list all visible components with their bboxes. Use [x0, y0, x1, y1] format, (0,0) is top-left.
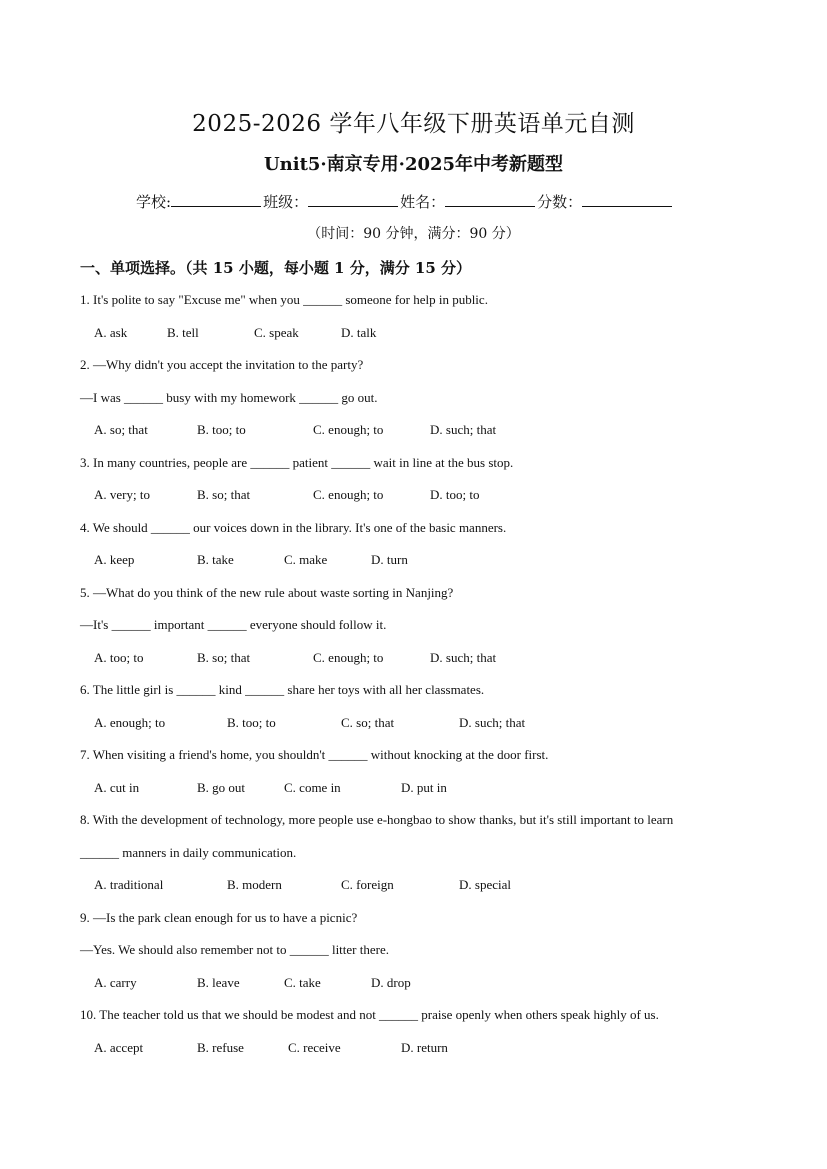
question-9-line: 9. —Is the park clean enough for us to have a picnic?	[80, 909, 358, 925]
option-c[interactable]: C. make	[284, 552, 328, 567]
option-b[interactable]: B. take	[197, 552, 234, 567]
score-blank[interactable]	[582, 190, 672, 207]
option-c[interactable]: C. foreign	[341, 877, 394, 892]
option-c[interactable]: C. enough; to	[313, 487, 384, 502]
option-c[interactable]: C. receive	[288, 1039, 341, 1055]
option-d[interactable]: D. too; to	[430, 487, 480, 502]
option-d[interactable]: D. turn	[371, 552, 408, 567]
option-a[interactable]: A. so; that	[94, 422, 148, 437]
option-b[interactable]: B. leave	[197, 974, 240, 990]
question-5-line: 5. —What do you think of the new rule about waste sorting in Nanjing?	[80, 584, 454, 600]
option-a[interactable]: A. accept	[94, 1039, 144, 1055]
class-blank[interactable]	[308, 190, 398, 207]
option-b[interactable]: B. so; that	[197, 649, 251, 665]
option-b[interactable]: B. too; to	[197, 422, 246, 437]
question-1-line: 1. It's polite to say "Excuse me" when you ______ someone for help in public.	[80, 292, 488, 307]
score-label: 分数：	[537, 193, 583, 211]
question-2-line: —I was ______ busy with my homework ______ go out.	[80, 389, 378, 405]
question-9-line: —Yes. We should also remember not to ______ litter there.	[80, 942, 389, 957]
question-6-line: 6. The little girl is ______ kind ______ share her toys with all her classmates.	[80, 682, 485, 697]
option-b[interactable]: B. refuse	[197, 1039, 244, 1055]
question-2-line: 2. —Why didn't you accept the invitation to the party?	[80, 357, 364, 372]
class-label: 班级：	[263, 193, 309, 211]
question-8-line: 8. With the development of technology, more people use e-hongbao to show thanks, but it's still important to learn	[80, 812, 674, 827]
option-a[interactable]: A. traditional	[94, 877, 164, 892]
option-c[interactable]: C. take	[284, 974, 321, 990]
option-d[interactable]: D. talk	[341, 324, 377, 340]
option-c[interactable]: C. enough; to	[313, 422, 384, 437]
question-5-line: —It's ______ important ______ everyone should follow it.	[80, 617, 387, 632]
option-b[interactable]: B. go out	[197, 779, 246, 795]
option-d[interactable]: D. such; that	[430, 422, 497, 437]
option-c[interactable]: C. come in	[284, 779, 341, 795]
question-10-line: 10. The teacher told us that we should be modest and not ______ praise openly when others speak highly of us.	[80, 1007, 659, 1022]
option-a[interactable]: A. carry	[94, 974, 137, 990]
option-a[interactable]: A. very; to	[94, 487, 150, 502]
option-b[interactable]: B. tell	[167, 324, 199, 340]
option-a[interactable]: A. enough; to	[94, 714, 166, 730]
school-label: 学校:	[136, 193, 172, 211]
question-7-line: 7. When visiting a friend's home, you shouldn't ______ without knocking at the door first.	[80, 747, 549, 762]
option-d[interactable]: D. return	[401, 1039, 448, 1055]
option-a[interactable]: A. keep	[94, 552, 135, 567]
name-label: 姓名：	[400, 193, 446, 211]
name-blank[interactable]	[445, 190, 535, 207]
option-b[interactable]: B. modern	[227, 877, 282, 892]
option-d[interactable]: D. special	[459, 877, 511, 892]
student-info-row	[136, 190, 736, 214]
page-title: 2025-2026 学年八年级下册英语单元自测	[192, 111, 635, 137]
option-d[interactable]: D. such; that	[430, 649, 497, 665]
time-info: （时间：90 分钟，满分：90 分）	[307, 226, 520, 242]
option-d[interactable]: D. put in	[401, 779, 447, 795]
question-4-line: 4. We should ______ our voices down in the library. It's one of the basic manners.	[80, 519, 507, 535]
section-heading: 一、单项选择。（共 15 小题，每小题 1 分，满分 15 分）	[80, 259, 472, 277]
option-d[interactable]: D. drop	[371, 974, 411, 990]
option-b[interactable]: B. too; to	[227, 714, 276, 730]
page-subtitle: Unit5·南京专用·2025年中考新题型	[263, 154, 564, 175]
option-d[interactable]: D. such; that	[459, 714, 526, 730]
question-8-line: ______ manners in daily communication.	[80, 844, 297, 860]
option-c[interactable]: C. speak	[254, 324, 299, 340]
option-a[interactable]: A. too; to	[94, 649, 144, 665]
option-a[interactable]: A. cut in	[94, 779, 140, 795]
question-3-line: 3. In many countries, people are ______ patient ______ wait in line at the bus stop.	[80, 454, 514, 470]
option-c[interactable]: C. so; that	[341, 714, 395, 730]
option-a[interactable]: A. ask	[94, 324, 128, 340]
option-c[interactable]: C. enough; to	[313, 649, 384, 665]
option-b[interactable]: B. so; that	[197, 487, 251, 502]
school-blank[interactable]	[171, 190, 261, 207]
